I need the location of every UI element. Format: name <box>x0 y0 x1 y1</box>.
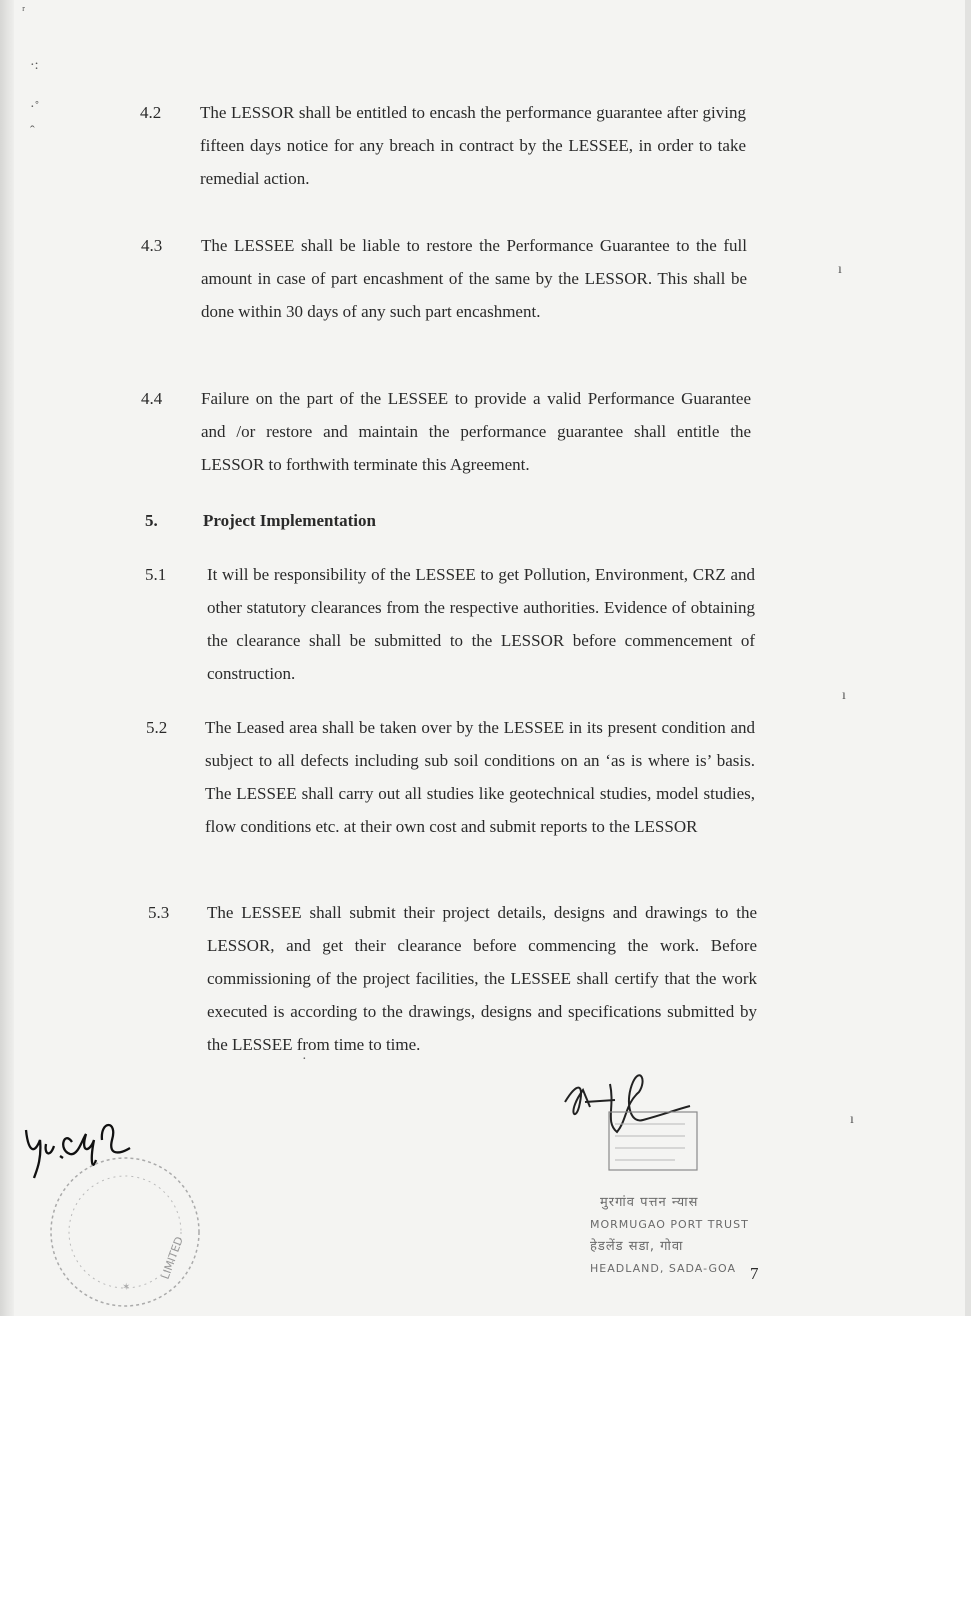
port-trust-stamp <box>590 1192 749 1280</box>
section-number: 5. <box>145 511 158 530</box>
clause-number: 4.4 <box>141 389 163 408</box>
clause-4-2 <box>140 96 746 195</box>
company-round-seal-graphic <box>40 1152 210 1312</box>
clause-text: The LESSOR shall be entitled to encash the performance guarantee after giving fifteen days notice for any breach in contract by the LESSEE, in order to take remedial action. <box>200 103 746 188</box>
scan-speck: ˆ <box>30 124 35 139</box>
clause-5-3 <box>148 896 757 1061</box>
authorized-signature-graphic <box>555 1062 705 1172</box>
stamp-line-hindi-2: हेडलेंड सडा, गोवा <box>590 1239 684 1254</box>
scan-speck: ı <box>838 262 842 277</box>
clause-4-3 <box>141 229 747 328</box>
stamp-line-hindi-1: मुरगांव पत्तन न्यास <box>600 1195 699 1210</box>
clause-number: 4.2 <box>140 103 162 122</box>
section-title: Project Implementation <box>203 511 376 530</box>
stamp-line-english-1: MORMUGAO PORT TRUST <box>590 1218 749 1231</box>
scan-speck: ·˚ <box>30 100 40 115</box>
clause-text: The Leased area shall be taken over by the LESSEE in its present condition and subject to all defects including sub soil conditions on an ‘as is where is’ basis. The LESSEE shall carry out all studies like geotechnical studies, model studies, flow conditions etc. at their own cost and submit reports to the LESSOR <box>205 718 755 836</box>
scan-speck: ı <box>850 1112 854 1127</box>
clause-5-1 <box>145 558 755 690</box>
clause-number: 5.2 <box>146 718 168 737</box>
clause-text: The LESSEE shall submit their project details, designs and drawings to the LESSOR, and get their clearance before commencing the work. Before commissioning of the project facilities, the LESSEE shall certify that the work executed is according to the drawings, designs and specifications submitted by the LESSEE from time to time. <box>207 903 757 1054</box>
page-number: 7 <box>750 1264 759 1283</box>
svg-text:✶: ✶ <box>122 1282 131 1293</box>
clause-number: 5.3 <box>148 903 170 922</box>
scan-left-edge-shadow <box>0 0 14 1316</box>
clause-text: It will be responsibility of the LESSEE to get Pollution, Environment, CRZ and other statutory clearances from the respective authorities. Evidence of obtaining the clearance shall be submitted to the LESSOR before commencement of construction. <box>207 565 755 683</box>
clause-number: 4.3 <box>141 236 163 255</box>
clause-number: 5.1 <box>145 565 167 584</box>
scan-speck: ı <box>842 688 846 703</box>
section-heading <box>145 511 376 531</box>
clause-5-2 <box>146 711 755 843</box>
scan-speck: ʳ <box>22 4 26 19</box>
svg-text:LIMITED: LIMITED <box>158 1234 186 1282</box>
scan-speck: · <box>302 1052 307 1067</box>
clause-text: Failure on the part of the LESSEE to provide a valid Performance Guarantee and /or restore and maintain the performance guarantee shall entitle the LESSOR to forthwith terminate this Agreement. <box>201 389 751 474</box>
clause-text: The LESSEE shall be liable to restore the Performance Guarantee to the full amount in case of part encashment of the same by the LESSOR. This shall be done within 30 days of any such part encashment. <box>201 236 747 321</box>
clause-4-4 <box>141 382 751 481</box>
scan-right-edge-shadow <box>965 0 971 1316</box>
stamp-line-english-2: HEADLAND, SADA-GOA <box>590 1262 736 1275</box>
scan-speck: ·: <box>30 58 39 73</box>
